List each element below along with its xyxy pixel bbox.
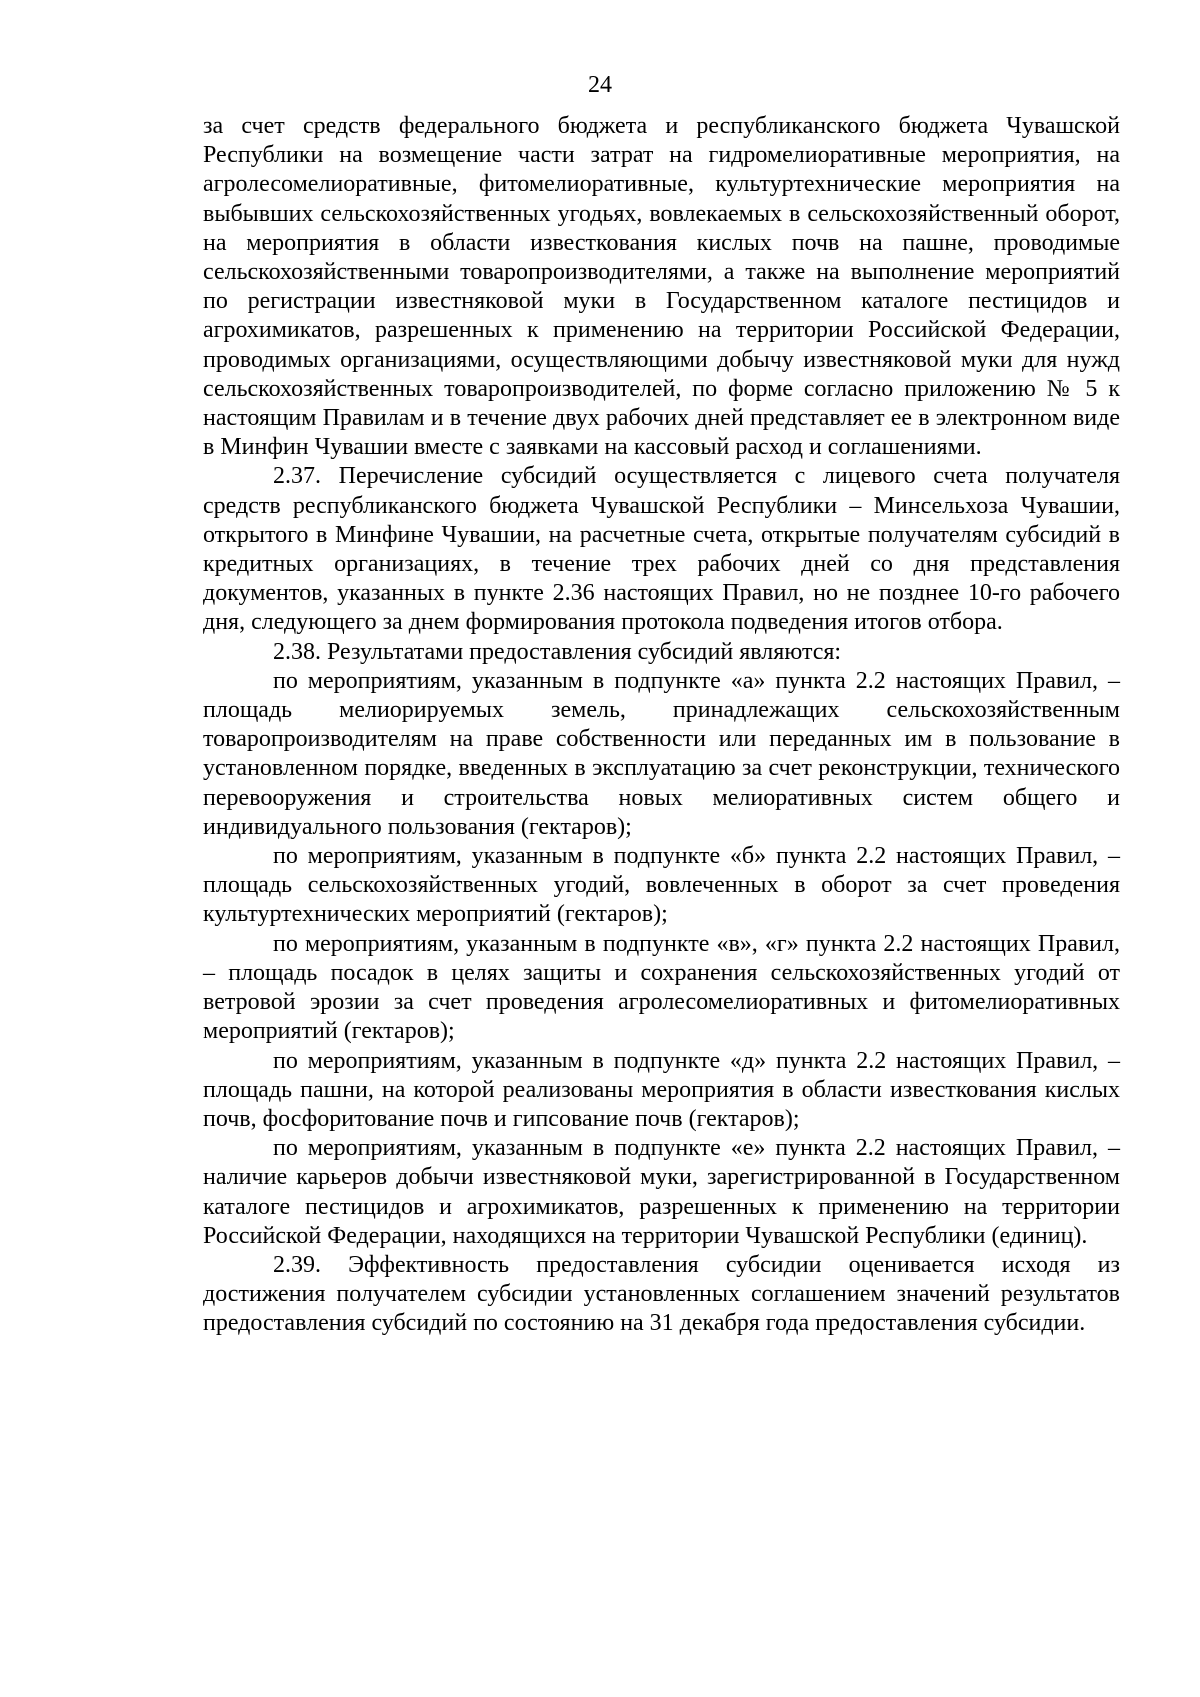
paragraph-result-d: по мероприятиям, указанным в подпункте «д» пункта 2.2 настоящих Правил, – площадь пашни, на которой реализованы мероприятия в области известкования кислых почв, фосфоритование почв и гипсование почв (гектаров);: [203, 1047, 1120, 1132]
paragraph-result-v-g: по мероприятиям, указанным в подпункте «в», «г» пункта 2.2 настоящих Правил, – площадь посадок в целях защиты и сохранения сельскохозяйственных угодий от ветровой эрозии за счет проведения агролесомелиоративных и фитомелиоративных мероприятий (гектаров);: [203, 930, 1120, 1045]
paragraph-result-e: по мероприятиям, указанным в подпункте «е» пункта 2.2 настоящих Правил, – наличие карьеров добычи известняковой муки, зарегистрированной в Государственном каталоге пестицидов и агрохимикатов, разрешенных к применению на территории Российской Федерации, находящихся на территории Чувашской Республики (единиц).: [203, 1135, 1120, 1249]
paragraph-2-38: 2.38. Результатами предоставления субсидий являются:: [273, 638, 842, 665]
paragraph-result-b: по мероприятиям, указанным в подпункте «б» пункта 2.2 настоящих Правил, – площадь сельскохозяйственных угодий, вовлеченных в оборот за счет проведения культуртехнических мероприятий (гектаров);: [203, 843, 1120, 928]
paragraph-2-39: 2.39. Эффективность предоставления субсидии оценивается исходя из достижения получателем субсидии установленных соглашением значений результатов предоставления субсидий по состоянию на 31 декабря года предоставления субсидии.: [203, 1251, 1120, 1337]
page-number: 24: [588, 72, 612, 98]
paragraph-result-a: по мероприятиям, указанным в подпункте «а» пункта 2.2 настоящих Правил, – площадь мелиорируемых земель, принадлежащих сельскохозяйственным товаропроизводителям на праве собственности или переданных им в пользование в установленном порядке, введенных в эксплуатацию за счет реконструкции, технического перевооружения и строительства новых мелиоративных систем общего и индивидуального пользования (гектаров);: [203, 667, 1120, 840]
paragraph-continuation: за счет средств федерального бюджета и республиканского бюджета Чувашской Республики на возмещение части затрат на гидромелиоративные мероприятия, на агролесомелиоративные, фитомелиоративные, культуртехнические мероприятия на выбывших сельскохозяйственных угодьях, вовлекаемых в сельскохозяйственный оборот, на мероприятия в области известкования кислых почв на пашне, проводимые сельскохозяйственными товаропроизводителями, а также на выполнение мероприятий по регистрации известняковой муки в Государственном каталоге пестицидов и агрохимикатов, разрешенных к применению на территории Российской Федерации, проводимых организациями, осуществляющими добычу известняковой муки для нужд сельскохозяйственных товаропроизводителей, по форме согласно приложению № 5 к настоящим Правилам и в течение двух рабочих дней представляет ее в электронном виде в Минфин Чувашии вместе с заявками на кассовый расход и соглашениями.: [203, 113, 1120, 461]
paragraph-2-37: 2.37. Перечисление субсидий осуществляется с лицевого счета получателя средств республиканского бюджета Чувашской Республики – Минсельхоза Чувашии, открытого в Минфине Чувашии, на расчетные счета, открытые получателям субсидий в кредитных организациях, в течение трех рабочих дней со дня представления документов, указанных в пункте 2.36 настоящих Правил, но не позднее 10-го рабочего дня, следующего за днем формирования протокола подведения итогов отбора.: [203, 463, 1120, 636]
document-body: [203, 112, 1120, 1339]
